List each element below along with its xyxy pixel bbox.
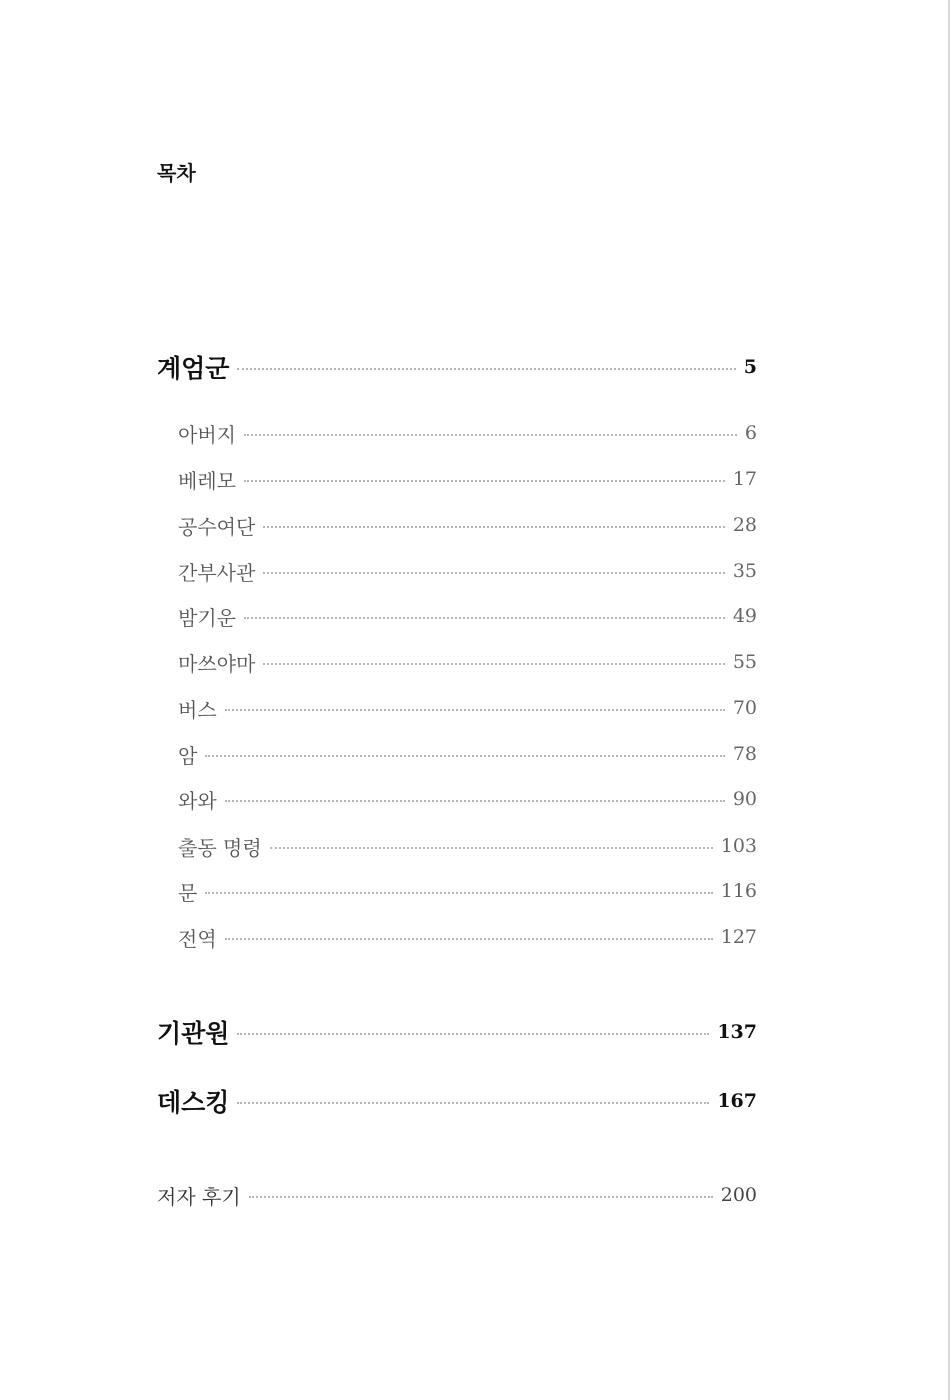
toc-chapter-entry[interactable] [178, 418, 757, 448]
chapter-title: 암 [178, 743, 198, 768]
chapter-title: 와와 [178, 788, 217, 813]
dot-leader [244, 434, 737, 436]
page-number: 90 [732, 788, 757, 810]
chapter-title: 베레모 [178, 468, 236, 493]
chapter-title: 아버지 [178, 422, 236, 447]
chapter-title: 버스 [178, 697, 217, 722]
page-number: 103 [720, 835, 757, 857]
toc-chapter-entry[interactable] [178, 647, 757, 677]
dot-leader [237, 368, 735, 370]
dot-leader [244, 617, 725, 619]
page-number: 35 [732, 560, 757, 582]
page-number: 17 [732, 468, 757, 490]
dot-leader [237, 1033, 709, 1035]
page-number: 6 [744, 422, 757, 444]
toc-part-entry[interactable] [157, 1086, 757, 1116]
toc-chapter-entry[interactable] [178, 784, 757, 814]
toc-chapter-entry[interactable] [178, 739, 757, 769]
page-number: 78 [732, 743, 757, 765]
toc-chapter-entry[interactable] [178, 556, 757, 586]
dot-leader [205, 892, 712, 894]
part-title: 기관원 [157, 1019, 230, 1048]
chapter-title: 문 [178, 880, 198, 905]
afterword-title: 저자 후기 [157, 1184, 241, 1209]
chapter-title: 간부사관 [178, 560, 256, 585]
toc-chapter-entry[interactable] [178, 464, 757, 494]
dot-leader [244, 480, 725, 482]
toc-chapter-entry[interactable] [178, 922, 757, 952]
dot-leader [225, 938, 713, 940]
toc-chapter-entry[interactable] [178, 601, 757, 631]
toc-heading: 목차 [157, 161, 196, 185]
toc-part-entry[interactable] [157, 1017, 757, 1047]
dot-leader [263, 526, 725, 528]
dot-leader [237, 1102, 709, 1104]
chapter-title: 마쓰야마 [178, 651, 256, 676]
dot-leader [225, 800, 725, 802]
chapter-title: 공수여단 [178, 514, 256, 539]
toc-afterword-entry[interactable] [157, 1180, 757, 1210]
toc-chapter-entry[interactable] [178, 693, 757, 723]
chapter-title: 출동 명령 [178, 835, 262, 860]
page-number: 127 [720, 926, 757, 948]
page-number: 167 [717, 1090, 757, 1112]
part-title: 계엄군 [157, 354, 230, 383]
toc-part-entry[interactable] [157, 352, 757, 382]
dot-leader [263, 572, 725, 574]
page-number: 200 [720, 1184, 757, 1206]
page-number: 28 [732, 514, 757, 536]
dot-leader [205, 755, 724, 757]
page-number: 137 [717, 1021, 757, 1043]
page-number: 116 [720, 880, 757, 902]
toc-chapter-entry[interactable] [178, 510, 757, 540]
chapter-title: 밤기운 [178, 605, 236, 630]
toc-chapter-entry[interactable] [178, 831, 757, 861]
part-title: 데스킹 [157, 1088, 230, 1117]
dot-leader [225, 709, 725, 711]
dot-leader [263, 663, 725, 665]
dot-leader [270, 847, 713, 849]
page-number: 55 [732, 651, 757, 673]
chapter-title: 전역 [178, 926, 217, 951]
page-number: 70 [732, 697, 757, 719]
toc-chapter-entry[interactable] [178, 876, 757, 906]
page-number: 5 [743, 356, 757, 378]
page-number: 49 [732, 605, 757, 627]
dot-leader [249, 1196, 713, 1198]
